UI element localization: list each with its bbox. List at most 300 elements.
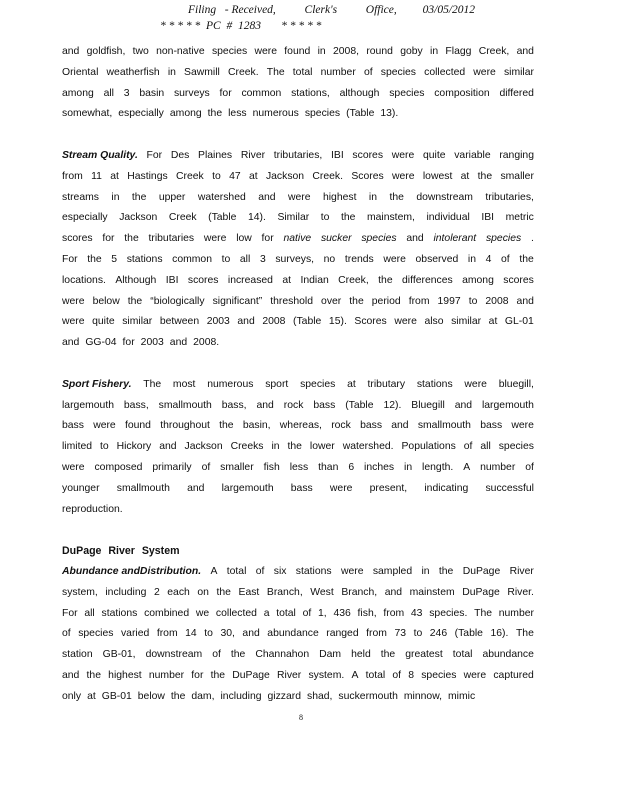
word: sport — [265, 378, 289, 390]
word: from — [366, 628, 387, 640]
word: for — [102, 233, 115, 245]
word: (Table — [293, 316, 322, 328]
word: and — [454, 399, 473, 411]
word: similar — [122, 316, 153, 328]
word: over — [321, 295, 342, 307]
word: stations — [295, 565, 332, 577]
word: low — [236, 233, 252, 245]
word: 11 — [91, 170, 102, 182]
text-line — [62, 437, 534, 458]
word: A — [351, 669, 359, 681]
word: than — [318, 461, 339, 473]
word: Des — [170, 149, 190, 161]
word: 2003 — [140, 337, 164, 349]
word: IBI — [165, 274, 179, 286]
word: rock — [331, 420, 351, 432]
word: smallmouth — [158, 399, 212, 411]
word: Jackson — [119, 212, 158, 224]
word: (Table — [208, 212, 237, 224]
word: reproduction. — [62, 503, 123, 515]
word: mainstem, — [366, 212, 415, 224]
word: significant” — [212, 295, 263, 307]
word: in — [317, 46, 326, 57]
word: Although — [115, 274, 157, 286]
word: were — [62, 295, 85, 307]
word: especially — [62, 212, 108, 224]
word: 3 — [123, 87, 130, 99]
word: 2 — [153, 586, 160, 598]
text-line — [62, 229, 534, 250]
word: dam, — [191, 690, 215, 702]
word: primarily — [152, 461, 192, 473]
word: station — [62, 649, 93, 661]
word: number — [148, 669, 185, 681]
word: sucker — [320, 233, 352, 245]
word: composition — [434, 87, 490, 99]
word: at — [110, 170, 119, 182]
word: were — [62, 461, 85, 473]
word: were — [511, 420, 534, 432]
word: The — [266, 66, 285, 78]
text-line — [62, 188, 534, 209]
word: and — [159, 441, 177, 453]
word: bass, — [221, 399, 247, 411]
word: for — [219, 87, 232, 99]
word: the — [170, 690, 186, 702]
word: highest — [108, 669, 142, 681]
word: of — [463, 441, 473, 453]
word: throughout — [160, 420, 210, 432]
text-line — [62, 312, 534, 333]
word: captured — [493, 669, 534, 681]
word: were — [391, 149, 415, 161]
word: species — [421, 669, 457, 681]
word: Oriental — [62, 66, 99, 78]
word: to — [221, 253, 231, 265]
word: smallmouth — [116, 482, 170, 494]
word: number — [480, 461, 516, 473]
word: for — [191, 669, 204, 681]
word: were — [62, 316, 85, 328]
text-line — [62, 500, 534, 521]
word: number — [498, 607, 534, 619]
word: tributaries, — [485, 191, 534, 203]
word: and — [62, 46, 80, 57]
word: of — [62, 628, 71, 640]
word: at — [282, 274, 292, 286]
word: all — [84, 607, 95, 619]
word: surveys, — [275, 253, 315, 265]
text-line — [62, 479, 534, 500]
word: 73 — [394, 628, 407, 640]
word: round — [366, 46, 393, 57]
word: River — [277, 669, 302, 681]
word: two — [132, 46, 149, 57]
text-line — [62, 250, 534, 271]
word: successful — [485, 482, 534, 494]
page-number: 8 — [299, 713, 303, 722]
word: at — [488, 316, 498, 328]
word: each — [167, 586, 190, 598]
word: the — [127, 295, 143, 307]
word: Dam — [319, 649, 342, 661]
word: and — [169, 337, 188, 349]
word: differences — [402, 274, 453, 286]
word: were — [203, 233, 227, 245]
text-line — [62, 375, 534, 396]
word: non-native — [156, 46, 205, 57]
word: present, — [369, 482, 408, 494]
word: 16). — [490, 628, 509, 640]
word: the — [219, 420, 234, 432]
word: species — [211, 46, 248, 57]
word: the — [477, 170, 493, 182]
word: younger — [62, 482, 100, 494]
word: to — [320, 212, 330, 224]
text-line — [62, 416, 534, 437]
word: of — [302, 607, 312, 619]
word: A — [210, 565, 218, 577]
word: shad, — [307, 690, 333, 702]
word: among — [169, 108, 202, 120]
text-line — [62, 271, 534, 292]
word: 43 — [410, 607, 423, 619]
word: Creek, — [338, 274, 369, 286]
word: locations. — [62, 274, 106, 286]
word: species — [389, 87, 425, 99]
word: smallmouth — [417, 420, 471, 432]
word: of — [525, 461, 534, 473]
word: from — [408, 295, 430, 307]
word: fish, — [357, 607, 377, 619]
word: differed — [499, 87, 534, 99]
word: goldfish, — [86, 46, 126, 57]
word: the — [86, 669, 101, 681]
word: were — [394, 316, 417, 328]
word: downstream — [145, 649, 203, 661]
word: below — [137, 690, 165, 702]
word: lower — [309, 441, 335, 453]
word: were — [463, 669, 487, 681]
word: to — [468, 295, 478, 307]
word: 1, — [318, 607, 327, 619]
filing-stamp-line-2: * * * * * PC # 1283 * * * * * — [160, 20, 322, 32]
word: the — [131, 191, 147, 203]
word: (Table — [454, 628, 483, 640]
word: among — [462, 274, 494, 286]
word: fish — [263, 461, 280, 473]
word: the — [216, 586, 231, 598]
word: no — [323, 253, 336, 265]
word: number — [320, 66, 356, 78]
word: all — [103, 87, 114, 99]
word: we — [195, 607, 210, 619]
word: Hastings — [127, 170, 168, 182]
word: West — [310, 586, 334, 598]
word: the — [340, 212, 356, 224]
word: suckermouth — [338, 690, 398, 702]
word: found — [124, 420, 151, 432]
word: “biologically — [150, 295, 205, 307]
word: especially — [118, 108, 164, 120]
text-line — [62, 604, 534, 625]
paragraph-gap — [62, 125, 534, 146]
word: trends — [344, 253, 374, 265]
word: and — [516, 46, 534, 57]
filing-stamp-line-1: Filing - Received, Clerk's Office, 03/05/2012 — [188, 4, 476, 16]
word: total — [226, 565, 247, 577]
word: the — [349, 295, 364, 307]
word: were — [288, 191, 311, 203]
word: in — [430, 46, 439, 57]
word: abundance — [267, 628, 319, 640]
word: species — [361, 233, 397, 245]
word: smaller — [500, 170, 534, 182]
text-line — [62, 583, 534, 604]
word: 15). — [328, 316, 347, 328]
word: species — [300, 378, 336, 390]
text-line — [62, 146, 534, 167]
word: 12). — [383, 399, 402, 411]
word: observed — [415, 253, 459, 265]
word: varied — [120, 628, 150, 640]
text-line — [62, 63, 534, 84]
word: metric — [505, 212, 534, 224]
word: 13). — [380, 108, 399, 120]
word: Creek — [176, 170, 204, 182]
word: 6 — [348, 461, 355, 473]
word: and — [187, 482, 205, 494]
word: 2008. — [193, 337, 220, 349]
word: whereas, — [279, 420, 322, 432]
word: the — [519, 253, 534, 265]
word: Channahon — [255, 649, 310, 661]
word: and — [516, 295, 534, 307]
text-line — [62, 562, 534, 583]
paragraph-heading: Abundance andDistribution. — [62, 565, 202, 577]
word: to — [413, 628, 423, 640]
word: River — [509, 565, 534, 577]
word: composed — [94, 461, 143, 473]
word: at — [347, 378, 356, 390]
word: ranged — [326, 628, 359, 640]
word: to — [204, 628, 213, 640]
word: individual — [426, 212, 470, 224]
word: indicating — [424, 482, 469, 494]
word: all — [239, 253, 251, 265]
word: scores — [352, 149, 384, 161]
word: A — [463, 461, 471, 473]
word: streams — [62, 191, 99, 203]
word: rock — [283, 399, 304, 411]
word: The — [515, 628, 534, 640]
word: stations — [101, 607, 138, 619]
text-line — [62, 687, 534, 708]
word: from — [62, 170, 83, 182]
word: native — [283, 233, 312, 245]
word: Plaines — [198, 149, 233, 161]
word: and — [62, 669, 80, 681]
word: Populations — [401, 441, 456, 453]
word: Creek. — [312, 170, 344, 182]
word: of — [501, 253, 510, 265]
paragraph-heading: Stream Quality. — [62, 149, 138, 161]
word: and — [406, 233, 424, 245]
word: East — [238, 586, 260, 598]
word: DuPage — [462, 565, 501, 577]
word: quite — [92, 316, 115, 328]
word: 246 — [429, 628, 448, 640]
text-line — [62, 333, 534, 354]
word: combined — [144, 607, 190, 619]
word: at — [87, 690, 96, 702]
word: system, — [62, 586, 98, 598]
word: including — [220, 690, 262, 702]
text-line — [62, 167, 534, 188]
text-line — [62, 208, 534, 229]
word: tributaries — [148, 233, 195, 245]
word: downstream — [416, 191, 473, 203]
word: mimic — [448, 690, 476, 702]
word: of — [201, 461, 211, 473]
word: at — [248, 170, 258, 182]
word: total — [452, 649, 473, 661]
word: 2008 — [262, 316, 286, 328]
word: Jackson — [265, 170, 305, 182]
word: total — [365, 669, 386, 681]
word: period — [371, 295, 401, 307]
word: species — [485, 233, 522, 245]
word: sampled — [372, 565, 413, 577]
word: of — [255, 565, 265, 577]
word: scores — [187, 274, 219, 286]
word: smaller — [220, 461, 254, 473]
word: to — [99, 441, 109, 453]
word: length. — [422, 461, 454, 473]
word: bluegill, — [498, 378, 534, 390]
word: the — [124, 233, 139, 245]
text-line — [62, 645, 534, 666]
word: less — [289, 461, 309, 473]
word: species. — [429, 607, 468, 619]
word: the — [438, 565, 454, 577]
document-body — [62, 42, 534, 708]
word: bass — [360, 420, 383, 432]
word: largemouth — [481, 399, 534, 411]
word: from — [383, 607, 405, 619]
word: the — [389, 191, 404, 203]
word: DuPage — [462, 586, 500, 598]
word: 4 — [485, 253, 492, 265]
word: bass, — [123, 399, 149, 411]
word: inches — [364, 461, 395, 473]
word: 1997 — [437, 295, 461, 307]
word: quite — [422, 149, 446, 161]
word: also — [424, 316, 444, 328]
word: 14 — [185, 628, 197, 640]
word: from — [156, 628, 178, 640]
word: to — [212, 170, 221, 182]
word: For — [62, 607, 78, 619]
word: Creek — [168, 212, 197, 224]
word: most — [172, 378, 196, 390]
word: . — [530, 233, 534, 245]
word: tributaries, — [273, 149, 323, 161]
word: 2003 — [206, 316, 230, 328]
word: River — [240, 149, 266, 161]
word: only — [62, 690, 82, 702]
word: 2008 — [485, 295, 509, 307]
word: bass — [480, 420, 503, 432]
word: 5 — [111, 253, 118, 265]
word: total — [292, 66, 313, 78]
word: 436 — [333, 607, 351, 619]
word: were — [329, 482, 353, 494]
word: 2008, — [333, 46, 360, 57]
word: abundance — [482, 649, 534, 661]
word: scores — [62, 233, 93, 245]
word: 3 — [259, 253, 266, 265]
word: surveys — [173, 87, 210, 99]
word: species — [304, 108, 341, 120]
word: the — [207, 108, 223, 120]
text-line — [62, 458, 534, 479]
word: the — [87, 253, 102, 265]
word: greatest — [405, 649, 443, 661]
word: were — [464, 378, 487, 390]
word: weatherfish — [106, 66, 160, 78]
word: watershed. — [342, 441, 394, 453]
word: stations — [126, 253, 163, 265]
word: collected — [215, 607, 257, 619]
word: in — [467, 253, 476, 265]
word: Branch, — [266, 586, 303, 598]
word: stations, — [291, 87, 330, 99]
word: GB-01, — [102, 649, 136, 661]
word: for — [261, 233, 274, 245]
word: similar — [451, 316, 482, 328]
word: somewhat, — [62, 108, 113, 120]
word: goby — [400, 46, 423, 57]
word: found — [284, 46, 311, 57]
word: bass — [62, 420, 84, 432]
word: common — [172, 253, 212, 265]
word: Creeks — [230, 441, 264, 453]
word: of — [212, 649, 221, 661]
word: Similar — [277, 212, 310, 224]
word: River. — [507, 586, 534, 598]
word: Bluegill — [411, 399, 445, 411]
word: Sawmill — [184, 66, 220, 78]
word: the — [287, 441, 302, 453]
word: Creek, — [478, 46, 510, 57]
word: The — [143, 378, 162, 390]
word: The — [474, 607, 492, 619]
word: less — [228, 108, 247, 120]
word: GL-01 — [504, 316, 534, 328]
word: GG-04 — [85, 337, 117, 349]
word: watershed — [197, 191, 246, 203]
word: 47 — [229, 170, 241, 182]
word: Creek. — [227, 66, 259, 78]
word: collected — [424, 66, 466, 78]
word: in — [167, 66, 176, 78]
word: bass — [313, 399, 336, 411]
word: and — [258, 191, 276, 203]
word: were — [392, 170, 415, 182]
word: GB-01 — [101, 690, 132, 702]
word: highest — [322, 191, 357, 203]
